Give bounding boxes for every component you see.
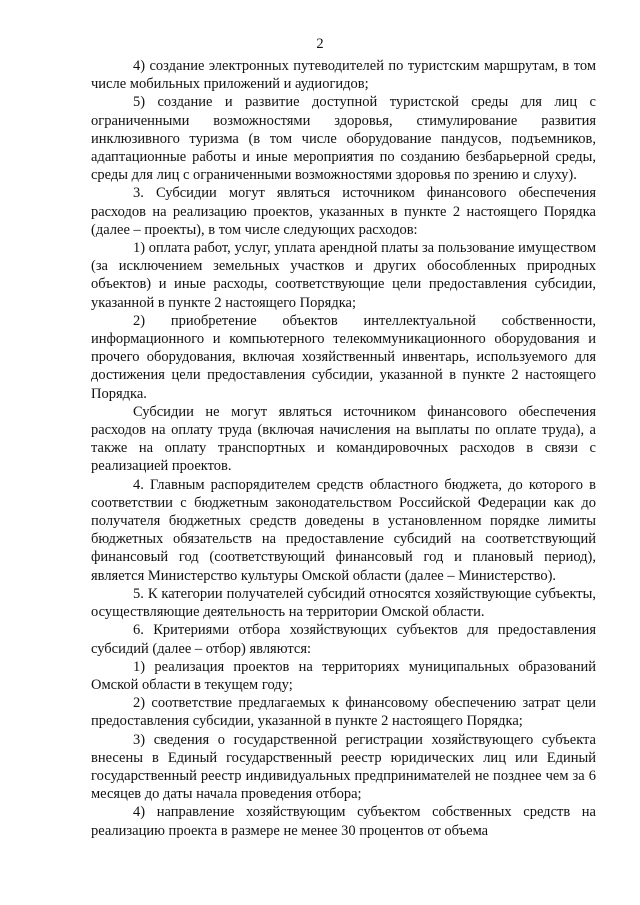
paragraph-expense-2-equipment: 2) приобретение объектов интеллектуальной собственности, информационного и компьютерного телекоммуникационного оборудования и прочего оборудования, включая хозяйственный инвентарь, используемого для достижения цели предоставления субсидии, указанной в пункте 2 настоящего Порядка. <box>91 312 596 402</box>
paragraph-subsidy-exclusions: Субсидии не могут являться источником финансового обеспечения расходов на оплату труда (включая начисления на выплаты по оплате труда), а также на оплату транспортных и командировочных расходов в связи с реализацией проектов. <box>91 403 596 475</box>
paragraph-section-5-recipients: 5. К категории получателей субсидий относятся хозяйствующие субъекты, осуществляющие деятельность на территории Омской области. <box>91 585 596 621</box>
paragraph-item-5-accessible-environment: 5) создание и развитие доступной туристской среды для лиц с ограниченными возможностями здоровья, стимулирование развития инклюзивного туризма (в том числе оборудование пандусов, подъемников, адаптационные работы и иные мероприятия по созданию безбарьерной среды, среды для лиц с ограниченными возможностями здоровья по зрению и слуху). <box>91 94 596 184</box>
paragraph-criterion-3-registration: 3) сведения о государственной регистрации хозяйствующего субъекта внесены в Единый государственный реестр юридических лиц или Единый государственный реестр индивидуальных предпринимателей не позднее чем за 6 месяцев до даты начала проведения отбора; <box>91 731 596 803</box>
paragraph-section-4-main-manager: 4. Главным распорядителем средств областного бюджета, до которого в соответствии с бюджетным законодательством Российской Федерации как до получателя бюджетных средств доведены в установленном порядке лимиты бюджетных обязательств на предоставление субсидий на соответствующий финансовый год (соответствующий финансовый год и плановый период), является Министерство культуры Омской области (далее – Министерство). <box>91 476 596 584</box>
paragraph-criterion-1-territory: 1) реализация проектов на территориях муниципальных образований Омской области в текущем году; <box>91 658 596 693</box>
paragraph-item-4-guides: 4) создание электронных путеводителей по туристским маршрутам, в том числе мобильных приложений и аудиогидов; <box>91 58 596 93</box>
paragraph-criterion-2-costs: 2) соответствие предлагаемых к финансовому обеспечению затрат цели предоставления субсидии, указанной в пункте 2 настоящего Порядка; <box>91 695 596 730</box>
paragraph-section-3-subsidy-expenses: 3. Субсидии могут являться источником финансового обеспечения расходов на реализацию проектов, указанных в пункте 2 настоящего Порядка (далее – проекты), в том числе следующих расходов: <box>91 185 596 238</box>
paragraph-section-6-criteria: 6. Критериями отбора хозяйствующих субъектов для предоставления субсидий (далее – отбор) являются: <box>91 622 596 657</box>
paragraph-expense-1-services: 1) оплата работ, услуг, уплата арендной платы за пользование имуществом (за исключением земельных участков и других обособленных природных объектов) и иные расходы, соответствующие цели предоставления субсидии, указанной в пункте 2 настоящего Порядка; <box>91 240 596 311</box>
paragraph-criterion-4-own-funds: 4) направление хозяйствующим субъектом собственных средств на реализацию проекта в размере не менее 30 процентов от объема <box>91 804 596 839</box>
document-body <box>91 57 596 840</box>
page-number: 2 <box>316 36 324 52</box>
